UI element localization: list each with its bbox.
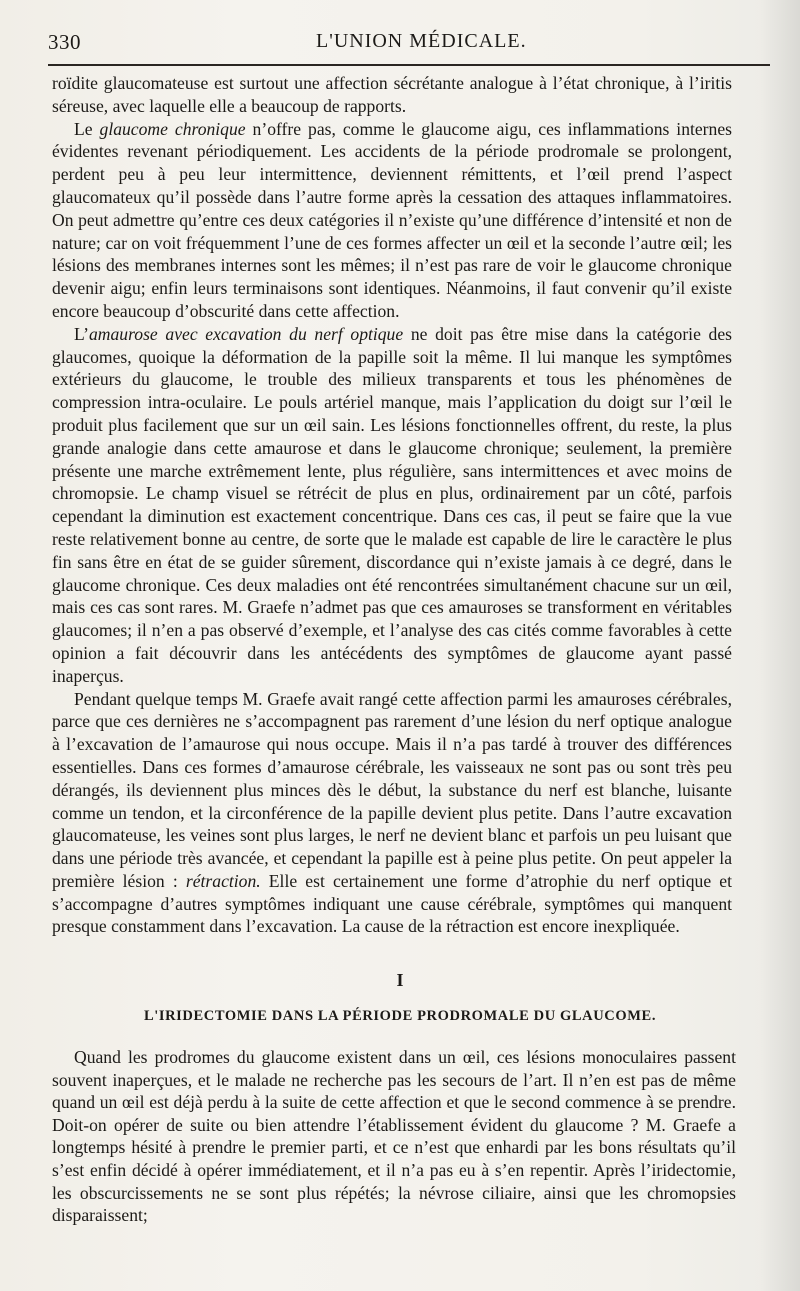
paragraph-p3 xyxy=(52,323,732,688)
paragraph-p4 xyxy=(52,688,732,939)
section-numeral: I xyxy=(396,970,404,990)
text-run: Pendant quelque temps M. Graefe avait rangé cette affection parmi les amauroses cérébrales, parce que ces dernières ne s’accompagnent pas rarement d’une lésion du nerf optique analogue à l’excavation de l’amaurose qui nous occupe. Mais il n’a pas tardé à trouver des différences essentielles. Dans ces formes d’amaurose cérébrale, les vaisseaux ne sont pas ou sont très peu dérangés, ils deviennent plus minces dès le début, la substance du nerf est blanche, luisante comme un tendon, et la circonférence de la papille devient plus petite. Dans l’autre excavation glaucomateuse, les veines sont plus larges, le nerf ne devient blanc et parfois un peu luisant que dans une période très avancée, et cependant la papille est à peine plus petite. On peut appeler la première lésion : xyxy=(52,688,732,891)
page-number: 330 xyxy=(48,30,81,54)
page-header xyxy=(48,24,768,58)
paragraph-p5 xyxy=(52,1046,736,1227)
text-run: Le xyxy=(74,118,100,139)
page-edge-shadow xyxy=(760,0,800,1291)
paragraph-p1 xyxy=(52,72,732,118)
running-title: L'UNION MÉDICALE. xyxy=(316,30,527,52)
header-rule xyxy=(48,64,770,66)
text-run: Quand les prodromes du glaucome existent dans un œil, ces lésions monoculaires passent souvent inaperçues, et le malade ne recherche pas les secours de l’art. Il n’en est pas de même quand un œil est déjà perdu à la suite de cette affection et que le second commence à se prendre. Doit-on opérer de suite ou bien attendre l’établissement évident du glaucome ? M. Graefe a longtemps hésité à prendre le premier parti, et ce n’est que enhardi par les bons résultats qu’il s’est enfin décidé à opérer immédiatement, et il n’a pas eu à s’en repentir. Après l’iridectomie, les obscurcissements ne se sont plus répétés; la névrose ciliaire, ainsi que les chromopsies disparaissent; xyxy=(52,1047,736,1226)
section-title: L'IRIDECTOMIE DANS LA PÉRIODE PRODROMALE DU GLAUCOME. xyxy=(143,1008,657,1024)
text-run: n’offre pas, comme le glaucome aigu, ces inflammations internes évidentes revenant périodiquement. Les accidents de la période prodromale se prolongent, perdent peu à peu leur intermittence, deviennent rémittents, et l’œil prend l’aspect glaucomateux qu’il possède dans l’autre forme après la cessation des attaques inflammatoires. On peut admettre qu’entre ces deux catégories il n’existe qu’une différence d’intensité et non de nature; car on voit fréquemment l’une de ces formes affecter un œil et la seconde l’autre œil; les lésions des membranes internes sont les mêmes; il n’est pas rare de voir le glaucome chronique devenir aigu; enfin leurs terminaisons sont identiques. Néanmoins, il faut convenir qu’il existe encore beaucoup d’obscurité dans cette affection. xyxy=(52,118,732,321)
body-text xyxy=(52,72,732,938)
text-run: Elle est certainement une forme d’atrophie du nerf optique et s’accompagne d’autres symptômes indiquant une cause cérébrale, symptômes qui manquent presque constamment dans l’excavation. La cause de la rétraction est encore inexpliquée. xyxy=(52,870,732,937)
italic-term: glaucome chronique xyxy=(99,118,246,139)
text-run: ne doit pas être mise dans la catégorie des glaucomes, quoique la déformation de la papille soit la même. Il lui manque les symptômes extérieurs du glaucome, le trouble des milieux transparents et tous les phénomènes de compression intra-oculaire. Le pouls artériel manque, mais l’application du doigt sur l’œil le produit plus facilement que sur un œil sain. Les lésions fonctionnelles offrent, du reste, la plus grande analogie dans cette amaurose et dans le glaucome chronique; seulement, la première présente une marche extrêmement lente, plus régulière, sans intermittences et avec moins de chromopsie. Le champ visuel se rétrécit de plus en plus, ordinairement par un côté, parfois cependant la diminution est exactement concentrique. Dans ces cas, il peut se faire que la vue reste relativement bonne au centre, de sorte que le malade est capable de lire le caractère le plus fin sans être en état de se guider sûrement, discordance qui n’existe jamais à ce degré, dans le glaucome chronique. Ces deux maladies ont été rencontrées simultanément chacune sur un œil, mais ces cas sont rares. M. Graefe n’admet pas que ces amauroses se transforment en véritables glaucomes; il n’en a pas observé d’exemple, et l’analyse des cas cités comme favorables à cette opinion a fait découvrir dans les antécédents des symptômes de glaucome ayant passé inaperçus. xyxy=(52,323,732,686)
text-run: L’ xyxy=(74,323,89,344)
paragraph-p2 xyxy=(52,118,732,323)
italic-term: rétraction. xyxy=(185,870,261,891)
body-text-continued xyxy=(52,1046,736,1227)
italic-term: amaurose avec excavation du nerf optique xyxy=(89,323,404,344)
text-run: roïdite glaucomateuse est surtout une affection sécrétante analogue à l’état chronique, à l’iritis séreuse, avec laquelle elle a beaucoup de rapports. xyxy=(52,73,732,116)
